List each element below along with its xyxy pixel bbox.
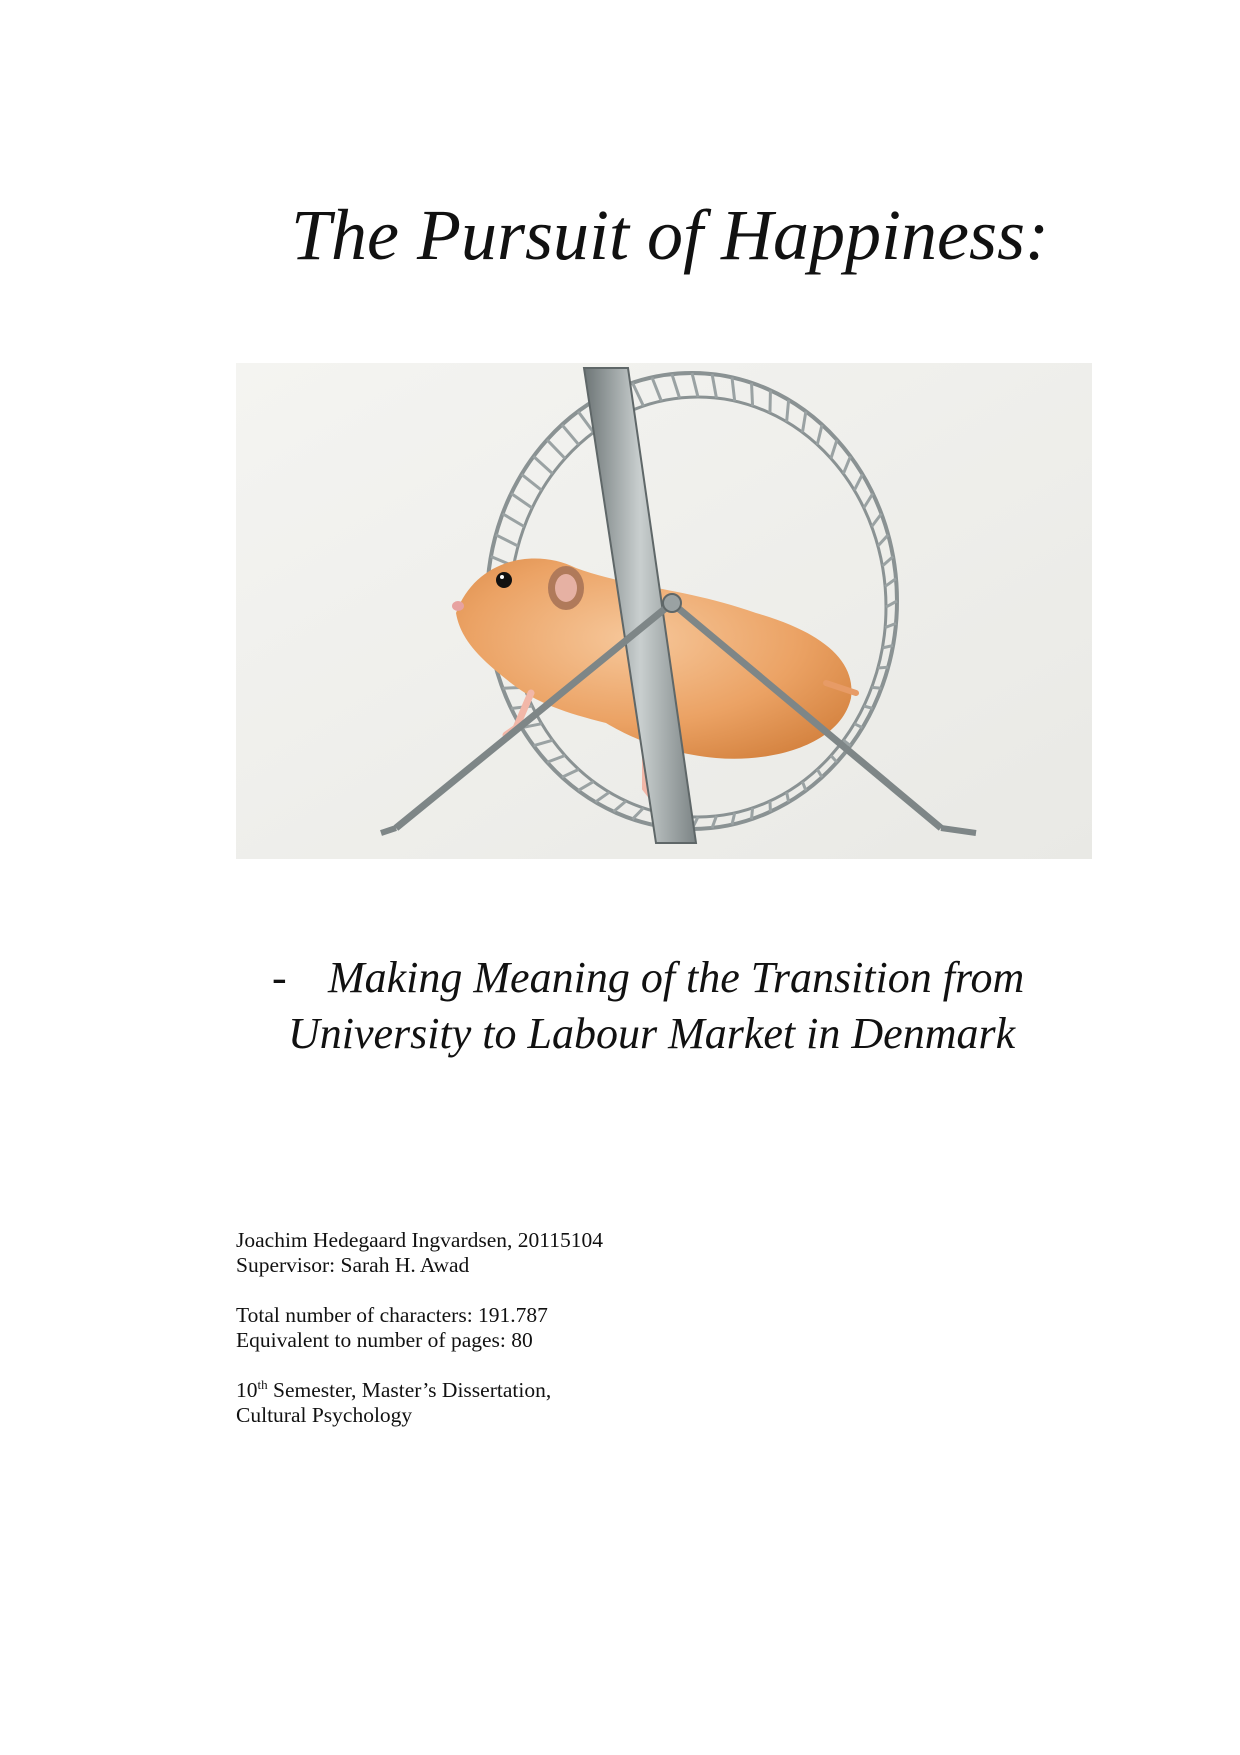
wheel-rung (752, 383, 753, 406)
wheel-rung (872, 687, 882, 688)
semester-number: 10 (236, 1378, 258, 1402)
wheel-rung (787, 400, 789, 422)
wheel-rung (770, 390, 771, 413)
hamster-wheel-illustration (236, 363, 1092, 859)
wheel-rung (878, 667, 888, 668)
document-subtitle (272, 950, 1092, 1062)
semester-ordinal: th (257, 1377, 268, 1392)
subtitle-line-1 (272, 950, 1092, 1006)
wheel-rung (787, 792, 789, 802)
field-line: Cultural Psychology (236, 1403, 413, 1427)
pages-line: Equivalent to number of pages: 80 (236, 1328, 533, 1352)
semester-text: Semester, Master’s Dissertation, (267, 1378, 552, 1402)
wheel-rung (752, 808, 753, 819)
subtitle-line-2: University to Labour Market in Denmark (288, 1009, 1016, 1058)
wheel-rung (770, 801, 771, 812)
author-block (236, 1228, 603, 1278)
course-block (236, 1378, 603, 1428)
subtitle-dash: - (272, 953, 287, 1002)
characters-line: Total number of characters: 191.787 (236, 1303, 548, 1327)
supervisor-line: Supervisor: Sarah H. Awad (236, 1253, 470, 1277)
length-block (236, 1303, 603, 1353)
author-line: Joachim Hedegaard Ingvardsen, 20115104 (236, 1228, 603, 1252)
semester-line (236, 1378, 603, 1403)
document-metadata (236, 1228, 603, 1453)
document-title: The Pursuit of Happiness: (290, 195, 1049, 275)
subtitle-line-1-text: Making Meaning of the Transition from (328, 953, 1025, 1002)
hamster-wheel-photo (236, 363, 1092, 859)
